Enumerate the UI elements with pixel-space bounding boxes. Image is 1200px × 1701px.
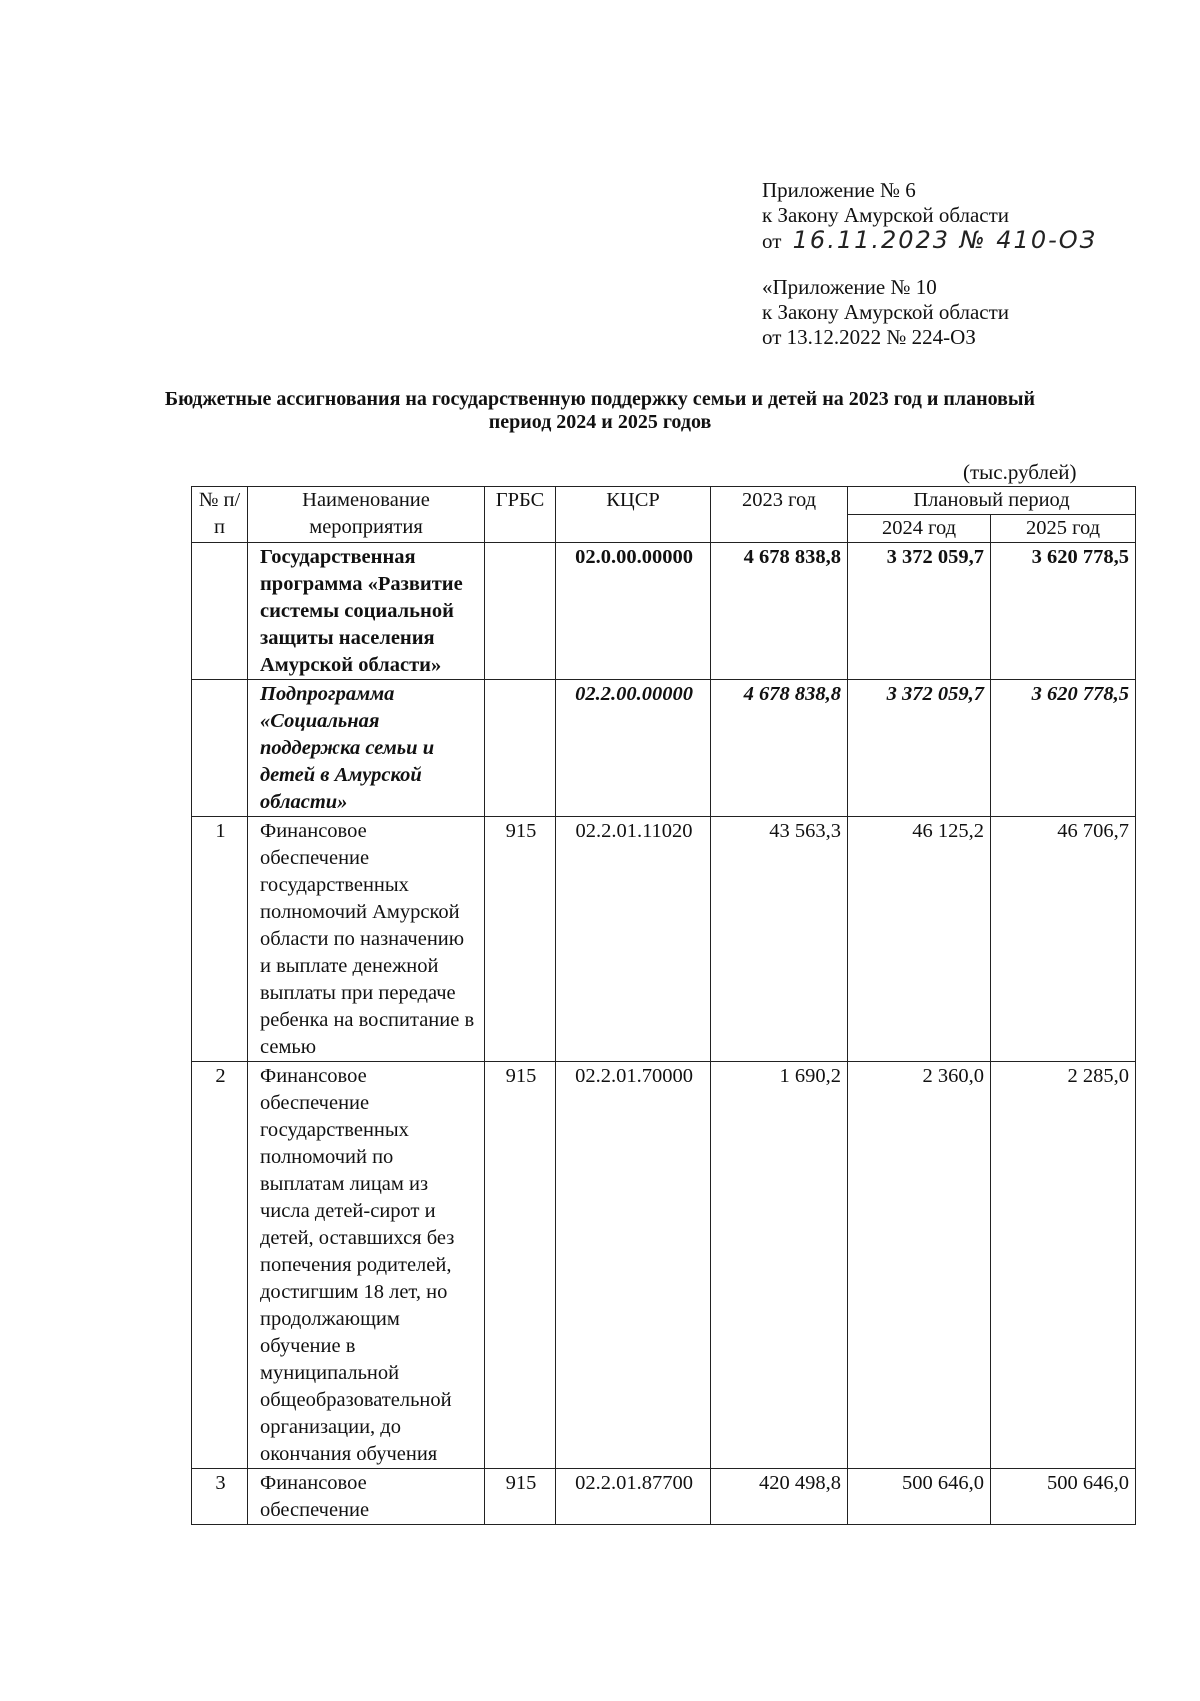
annex-6-date-prefix: от [762,229,782,253]
handwritten-date-number: 16.11.2023 № 410-ОЗ [792,226,1098,254]
table-row [192,817,1136,1062]
row-num: 3 [192,1469,248,1525]
row-kcsr: 02.2.00.00000 [556,680,711,817]
units-label: (тыс.рублей) [963,460,1077,484]
row-num: 1 [192,817,248,1062]
row-2025: 3 620 778,5 [991,543,1136,680]
header-name: Наименование мероприятия [248,487,485,543]
table-row [192,680,1136,817]
row-kcsr: 02.0.00.00000 [556,543,711,680]
row-2023: 1 690,2 [711,1062,848,1469]
row-num [192,543,248,680]
row-2025: 3 620 778,5 [991,680,1136,817]
row-2025: 46 706,7 [991,817,1136,1062]
table-row [192,1469,1136,1525]
row-name: Финансовое обеспечение [248,1469,485,1525]
document-title: Бюджетные ассигнования на государственную поддержку семьи и детей на 2023 год и плановый период 2024 и 2025 годов [164,388,1036,433]
row-2023: 43 563,3 [711,817,848,1062]
header-planned-period: Плановый период [848,487,1136,515]
header-2024: 2024 год [848,515,991,543]
row-2024: 46 125,2 [848,817,991,1062]
row-grbs [485,680,556,817]
header-grbs: ГРБС [485,487,556,543]
header-kcsr: КЦСР [556,487,711,543]
annex-6-line1: Приложение № 6 [762,178,916,202]
row-grbs: 915 [485,1062,556,1469]
row-kcsr: 02.2.01.11020 [556,817,711,1062]
table-row [192,1062,1136,1469]
row-num [192,680,248,817]
row-2024: 500 646,0 [848,1469,991,1525]
row-2025: 2 285,0 [991,1062,1136,1469]
row-grbs: 915 [485,817,556,1062]
annex-10-line3: от 13.12.2022 № 224-ОЗ [762,325,976,349]
header-num: № п/п [192,487,248,543]
row-2023: 4 678 838,8 [711,543,848,680]
annex-6-header [762,178,1097,254]
row-2025: 500 646,0 [991,1469,1136,1525]
row-kcsr: 02.2.01.87700 [556,1469,711,1525]
row-name: Государственная программа «Развитие системы социальной защиты населения Амурской области» [248,543,485,680]
row-2024: 3 372 059,7 [848,543,991,680]
table-row [192,543,1136,680]
annex-6-line3 [762,228,1097,254]
row-name: Финансовое обеспечение государственных полномочий Амурской области по назначению и выплате денежной выплаты при передаче ребенка на воспитание в семью [248,817,485,1062]
row-grbs: 915 [485,1469,556,1525]
row-2024: 3 372 059,7 [848,680,991,817]
row-2024: 2 360,0 [848,1062,991,1469]
row-grbs [485,543,556,680]
annex-10-line1: «Приложение № 10 [762,275,937,299]
row-num: 2 [192,1062,248,1469]
row-2023: 420 498,8 [711,1469,848,1525]
row-2023: 4 678 838,8 [711,680,848,817]
row-kcsr: 02.2.01.70000 [556,1062,711,1469]
annex-10-header [762,275,1009,350]
row-name: Финансовое обеспечение государственных полномочий по выплатам лицам из числа детей-сирот и детей, оставшихся без попечения родителей, достигшим 18 лет, но продолжающим обучение в муниципальной общеобразовательной организации, до окончания обучения [248,1062,485,1469]
row-name: Подпрограмма «Социальная поддержка семьи и детей в Амурской области» [248,680,485,817]
annex-10-line2: к Закону Амурской области [762,300,1010,324]
budget-table [191,486,1136,1525]
header-2023: 2023 год [711,487,848,543]
header-2025: 2025 год [991,515,1136,543]
annex-6-line2: к Закону Амурской области [762,203,1010,227]
